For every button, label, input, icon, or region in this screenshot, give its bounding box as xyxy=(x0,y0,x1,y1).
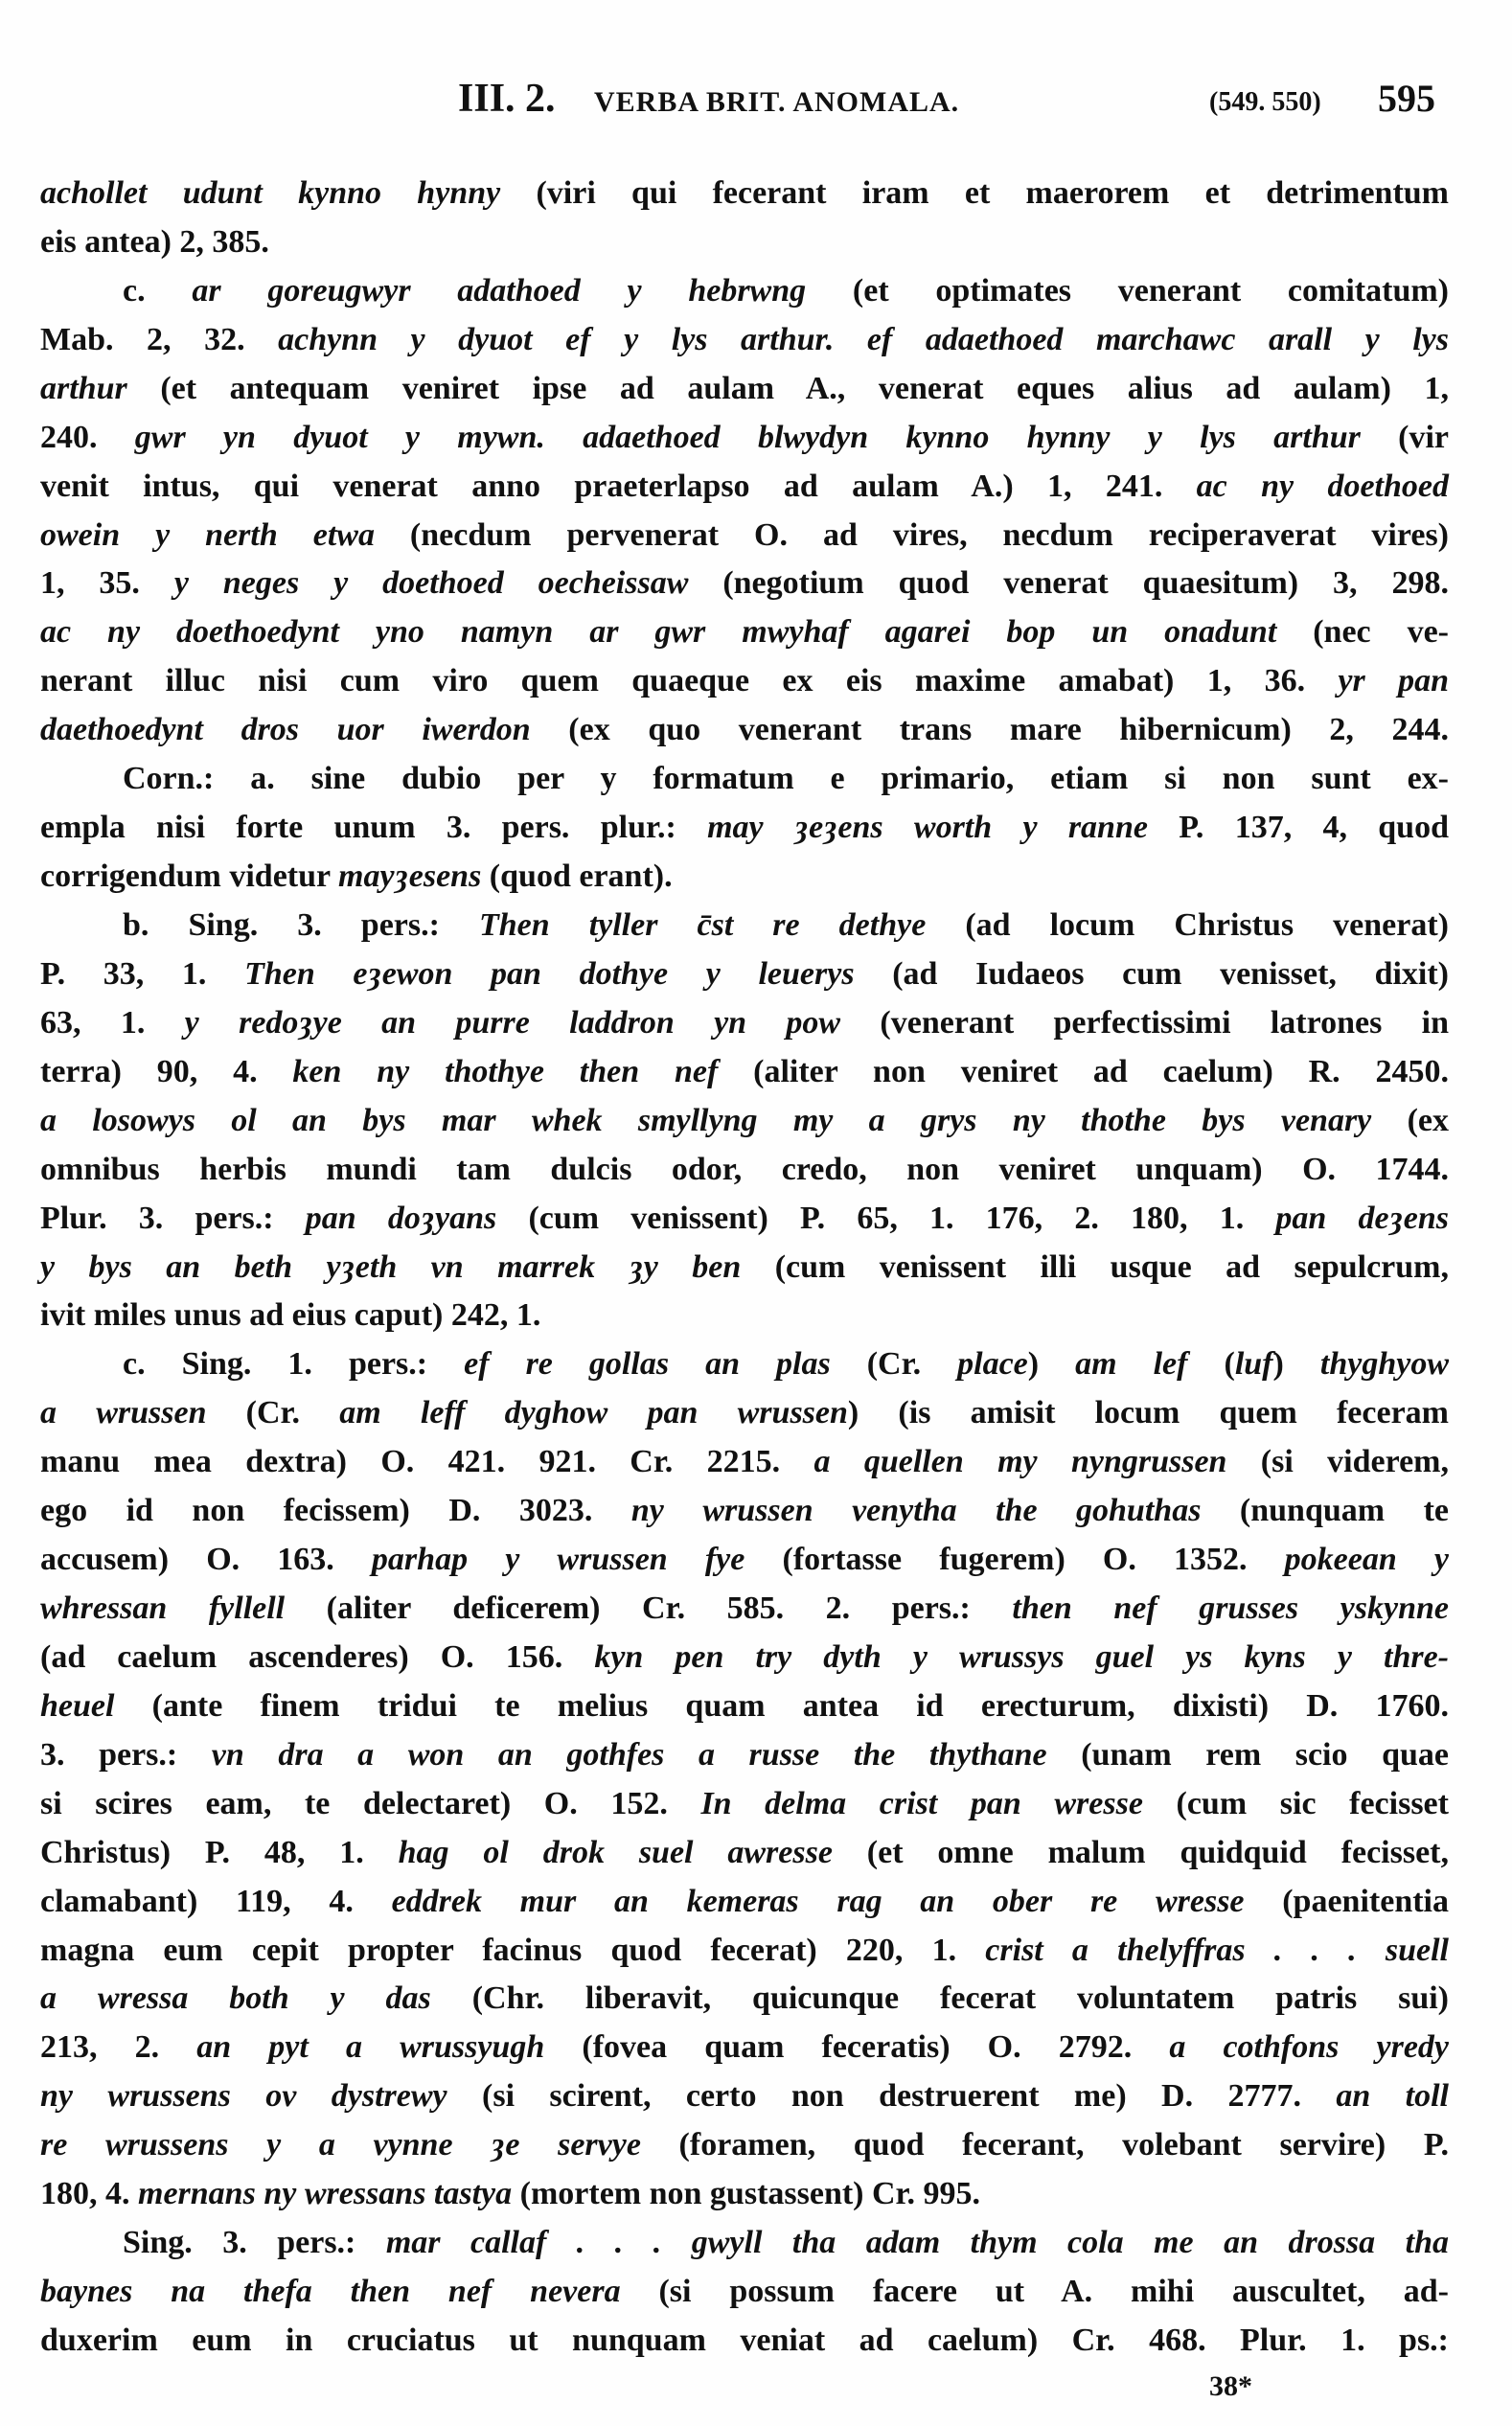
celtic-quotation: pan doȝyans xyxy=(305,1200,497,1236)
latin-text: clamabant) 119, 4. xyxy=(40,1883,392,1919)
latin-text: ego id non fecissem) D. 3023. xyxy=(40,1493,631,1529)
celtic-quotation: kyn pen try dyth y wrussys guel ys kyns y thre- xyxy=(594,1638,1450,1675)
text-line xyxy=(40,1731,1449,1779)
running-head-section: III. 2. xyxy=(458,77,556,121)
celtic-quotation: a wressa both y das xyxy=(40,1980,431,2017)
celtic-quotation: a wrussen xyxy=(40,1395,207,1431)
latin-text: corrigendum videtur xyxy=(40,858,339,894)
celtic-quotation: yr pan xyxy=(1338,663,1450,699)
text-line xyxy=(40,316,1449,364)
latin-text: (et omne malum quidquid fecisset, xyxy=(832,1834,1450,1870)
running-head-title: VERBA BRIT. ANOMALA. xyxy=(594,86,960,118)
celtic-quotation: vn dra a won an gothfes a russe the thythane xyxy=(211,1736,1047,1773)
celtic-quotation: parhap y wrussen fye xyxy=(371,1542,745,1577)
latin-text: (venerant perfectissimi latrones in xyxy=(840,1004,1450,1041)
celtic-quotation: y neges y doethoed oecheissaw xyxy=(173,565,689,602)
latin-text: empla nisi forte unum 3. pers. plur.: xyxy=(40,810,708,846)
latin-text: (ante finem tridui te melius quam antea id erecturum, dixisti) D. 1760. xyxy=(114,1687,1449,1724)
celtic-quotation: ac ny doethoed xyxy=(1196,468,1449,504)
text-line xyxy=(40,1829,1449,1877)
latin-text: Corn.: a. sine dubio per y formatum e primario, etiam si non sunt ex- xyxy=(123,761,1449,797)
text-line xyxy=(40,853,1449,901)
celtic-quotation: achollet udunt kynno hynny xyxy=(40,175,501,211)
celtic-quotation: thyghyow xyxy=(1319,1346,1449,1383)
latin-text: (aliter non veniret ad caelum) R. 2450. xyxy=(718,1053,1449,1089)
text-line xyxy=(40,267,1449,315)
celtic-quotation: hag ol drok suel awresse xyxy=(398,1834,833,1870)
text-line xyxy=(40,1048,1449,1096)
latin-text: (ad locum Christus venerat) xyxy=(926,907,1449,943)
celtic-quotation: In delma crist pan wresse xyxy=(700,1785,1143,1821)
latin-text: si scires eam, te delectaret) O. 152. xyxy=(40,1785,701,1821)
latin-text: 213, 2. xyxy=(40,2029,197,2066)
latin-text: Christus) P. 48, 1. xyxy=(40,1834,399,1870)
celtic-quotation: baynes na thefa then nef nevera xyxy=(40,2274,621,2309)
latin-text: (cum venissent illi usque ad sepulcrum, xyxy=(741,1248,1449,1285)
latin-text: duxerim eum in cruciatus ut nunquam veniat ad caelum) Cr. 468. Plur. 1. ps.: xyxy=(40,2322,1449,2358)
latin-text: (aliter deficerem) Cr. 585. 2. pers.: xyxy=(285,1591,1013,1626)
latin-text: (ad caelum ascenderes) O. 156. xyxy=(40,1638,595,1675)
celtic-quotation: ac ny doethoedynt yno namyn ar gwr mwyhaf agarei bop un onadunt xyxy=(40,614,1277,651)
latin-text: magna eum cepit propter facinus quod fecerat) 220, 1. xyxy=(40,1932,986,1968)
text-line xyxy=(40,1244,1449,1292)
text-line xyxy=(40,755,1449,803)
text-line xyxy=(40,1682,1449,1730)
latin-text: 1, 35. xyxy=(40,565,174,602)
latin-text: (si possum facere ut A. mihi auscultet, ad- xyxy=(620,2274,1450,2309)
celtic-quotation: ken ny thothye then nef xyxy=(292,1053,719,1089)
text-line xyxy=(40,365,1449,413)
text-line xyxy=(40,1927,1449,1975)
latin-text: (fortasse fugerem) O. 1352. xyxy=(745,1542,1285,1577)
celtic-quotation: a losowys ol an bys mar whek smyllyng my a grys ny thothe bys venary xyxy=(40,1102,1372,1138)
latin-text: (ex xyxy=(1371,1102,1449,1138)
latin-text: (nec ve- xyxy=(1276,614,1449,651)
celtic-quotation: am lef xyxy=(1075,1346,1188,1383)
celtic-quotation: mernans ny wressans tastya xyxy=(138,2176,513,2212)
signature-mark: 38* xyxy=(1209,2370,1252,2402)
celtic-quotation: gwr yn dyuot y mywn. adaethoed blwydyn kynno hynny y lys arthur xyxy=(134,419,1361,455)
text-line xyxy=(40,414,1449,462)
text-line xyxy=(40,999,1449,1047)
latin-text: ivit miles unus ad eius caput) 242, 1. xyxy=(40,1297,541,1334)
latin-text: ) xyxy=(1027,1346,1076,1383)
text-line xyxy=(40,170,1449,217)
latin-text: (Chr. liberavit, quicunque fecerat voluntatem patris sui) xyxy=(430,1980,1449,2017)
text-line xyxy=(40,2219,1449,2267)
latin-text: (paenitentia xyxy=(1244,1883,1450,1919)
text-line xyxy=(40,1292,1449,1339)
latin-text: P. 33, 1. xyxy=(40,955,245,992)
text-line xyxy=(40,512,1449,560)
latin-text: manu mea dextra) O. 421. 921. Cr. 2215. xyxy=(40,1444,814,1480)
text-line xyxy=(40,706,1449,754)
celtic-quotation: an pyt a wrussyugh xyxy=(196,2029,545,2066)
text-line xyxy=(40,902,1449,950)
celtic-quotation: ny wrussen venytha the gohuthas xyxy=(630,1493,1202,1529)
text-line xyxy=(40,1487,1449,1535)
latin-text: Mab. 2, 32. xyxy=(40,321,279,357)
text-line xyxy=(40,1585,1449,1633)
text-line xyxy=(40,608,1449,656)
celtic-quotation: ef re gollas an plas xyxy=(464,1346,831,1383)
latin-text: (unam rem scio quae xyxy=(1046,1736,1449,1773)
text-line xyxy=(40,2268,1449,2316)
latin-text: (si scirent, certo non destruerent me) D. 2777. xyxy=(447,2078,1337,2115)
latin-text: terra) 90, 4. xyxy=(40,1053,293,1089)
latin-text: (si viderem, xyxy=(1226,1444,1449,1480)
latin-text: (et optimates venerant comitatum) xyxy=(806,272,1449,309)
celtic-quotation: ny wrussens ov dystrewy xyxy=(40,2078,447,2115)
text-line xyxy=(40,1340,1449,1388)
latin-text: (negotium quod venerat quaesitum) 3, 298. xyxy=(688,565,1449,602)
text-line xyxy=(40,2317,1449,2365)
latin-text: (ex quo venerant trans mare hibernicum) 2, 244. xyxy=(530,712,1449,748)
celtic-quotation: pan deȝens xyxy=(1275,1200,1449,1236)
latin-text: (foramen, quod fecerant, volebant servire) P. xyxy=(640,2127,1449,2163)
text-line xyxy=(40,218,1449,266)
text-line xyxy=(40,1536,1449,1584)
text-line xyxy=(40,1634,1449,1682)
latin-text: b. Sing. 3. pers.: xyxy=(123,907,479,943)
latin-text: 240. xyxy=(40,419,135,455)
celtic-quotation: pokeean y xyxy=(1284,1542,1449,1577)
latin-text: (ad Iudaeos cum venisset, dixit) xyxy=(854,955,1450,992)
celtic-quotation: re wrussens y a vynne ȝe servye xyxy=(40,2127,641,2163)
latin-text: (quod erant). xyxy=(481,858,673,894)
celtic-quotation: place xyxy=(957,1346,1028,1383)
latin-text: (Cr. xyxy=(206,1395,340,1431)
celtic-quotation: arthur xyxy=(40,370,127,406)
text-line xyxy=(40,1389,1449,1437)
latin-text: (Cr. xyxy=(830,1346,958,1383)
text-line xyxy=(40,1146,1449,1194)
page-number: 595 xyxy=(1378,77,1435,120)
text-line xyxy=(40,1438,1449,1486)
latin-text: nerant illuc nisi cum viro quem quaeque ex eis maxime amabat) 1, 36. xyxy=(40,663,1339,699)
celtic-quotation: owein y nerth etwa xyxy=(40,516,375,553)
text-line xyxy=(40,1195,1449,1243)
latin-text: c. Sing. 1. pers.: xyxy=(123,1346,465,1383)
text-line xyxy=(40,2072,1449,2120)
text-line xyxy=(40,1780,1449,1828)
text-line xyxy=(40,2024,1449,2071)
text-line xyxy=(40,950,1449,998)
celtic-quotation: mar callaf . . . gwyll tha adam thym cola me an drossa tha xyxy=(385,2225,1449,2261)
celtic-quotation: luf xyxy=(1234,1346,1273,1383)
latin-text: eis antea) 2, 385. xyxy=(40,223,269,260)
text-line xyxy=(40,1097,1449,1145)
running-head-paragraphs: (549. 550) xyxy=(1209,87,1321,117)
latin-text: Plur. 3. pers.: xyxy=(40,1200,306,1236)
celtic-quotation: crist a thelyffras . . . suell xyxy=(985,1932,1449,1968)
celtic-quotation: then nef grusses yskynne xyxy=(1012,1591,1449,1626)
latin-text: accusem) O. 163. xyxy=(40,1542,372,1577)
latin-text: (vir xyxy=(1360,419,1450,455)
latin-text: omnibus herbis mundi tam dulcis odor, credo, non veniret unquam) O. 1744. xyxy=(40,1151,1449,1187)
text-line xyxy=(40,804,1449,852)
latin-text: 63, 1. xyxy=(40,1004,185,1041)
celtic-quotation: am leff dyghow pan wrussen xyxy=(339,1395,848,1431)
latin-text: (mortem non gustassent) Cr. 995. xyxy=(512,2176,981,2212)
latin-text: (fovea quam feceratis) O. 2792. xyxy=(544,2029,1170,2066)
celtic-quotation: achynn y dyuot ef y lys arthur. ef adaethoed marchawc arall y lys xyxy=(278,321,1449,357)
latin-text: ) xyxy=(1272,1346,1320,1383)
text-line xyxy=(40,1878,1449,1926)
celtic-quotation: y bys an beth yȝeth vn marrek ȝy ben xyxy=(40,1248,742,1285)
latin-text: 3. pers.: xyxy=(40,1736,212,1773)
celtic-quotation: a quellen my nyngrussen xyxy=(813,1444,1227,1480)
celtic-quotation: Then tyller c̄st re dethye xyxy=(478,907,927,943)
latin-text: (cum venissent) P. 65, 1. 176, 2. 180, 1. xyxy=(496,1200,1276,1236)
celtic-quotation: a cothfons yredy xyxy=(1169,2029,1450,2066)
text-line xyxy=(40,463,1449,511)
celtic-quotation: whressan fyllell xyxy=(40,1591,286,1626)
text-line xyxy=(40,560,1449,607)
latin-text: (viri qui fecerant iram et maerorem et detrimentum xyxy=(500,175,1450,211)
latin-text: ( xyxy=(1187,1346,1235,1383)
latin-text: ) (is amisit locum quem feceram xyxy=(847,1395,1449,1431)
latin-text: (necdum pervenerat O. ad vires, necdum reciperaverat vires) xyxy=(374,516,1449,553)
latin-text: 180, 4. xyxy=(40,2176,138,2212)
celtic-quotation: mayȝesens xyxy=(338,858,482,894)
celtic-quotation: an toll xyxy=(1336,2078,1449,2115)
latin-text: P. 137, 4, quod xyxy=(1147,810,1449,846)
latin-text: venit intus, qui venerat anno praeterlapso ad aulam A.) 1, 241. xyxy=(40,468,1197,504)
latin-text: Sing. 3. pers.: xyxy=(123,2225,386,2261)
celtic-quotation: may ȝeȝens worth y ranne xyxy=(707,810,1148,846)
latin-text: (cum sic fecisset xyxy=(1142,1785,1449,1821)
text-line xyxy=(40,2121,1449,2169)
latin-text: (nunquam te xyxy=(1201,1493,1449,1529)
latin-text: (et antequam veniret ipse ad aulam A., venerat eques alius ad aulam) 1, xyxy=(126,370,1449,406)
celtic-quotation: ar goreugwyr adathoed y hebrwng xyxy=(192,272,807,309)
text-line xyxy=(40,2170,1449,2218)
celtic-quotation: heuel xyxy=(40,1687,115,1724)
celtic-quotation: Then eȝewon pan dothye y leuerys xyxy=(244,955,855,992)
latin-text: c. xyxy=(123,272,193,309)
celtic-quotation: daethoedynt dros uor iwerdon xyxy=(40,712,531,748)
celtic-quotation: y redoȝye an purre laddron yn pow xyxy=(184,1004,841,1041)
text-line xyxy=(40,1975,1449,2023)
text-line xyxy=(40,657,1449,705)
celtic-quotation: eddrek mur an kemeras rag an ober re wresse xyxy=(391,1883,1245,1919)
